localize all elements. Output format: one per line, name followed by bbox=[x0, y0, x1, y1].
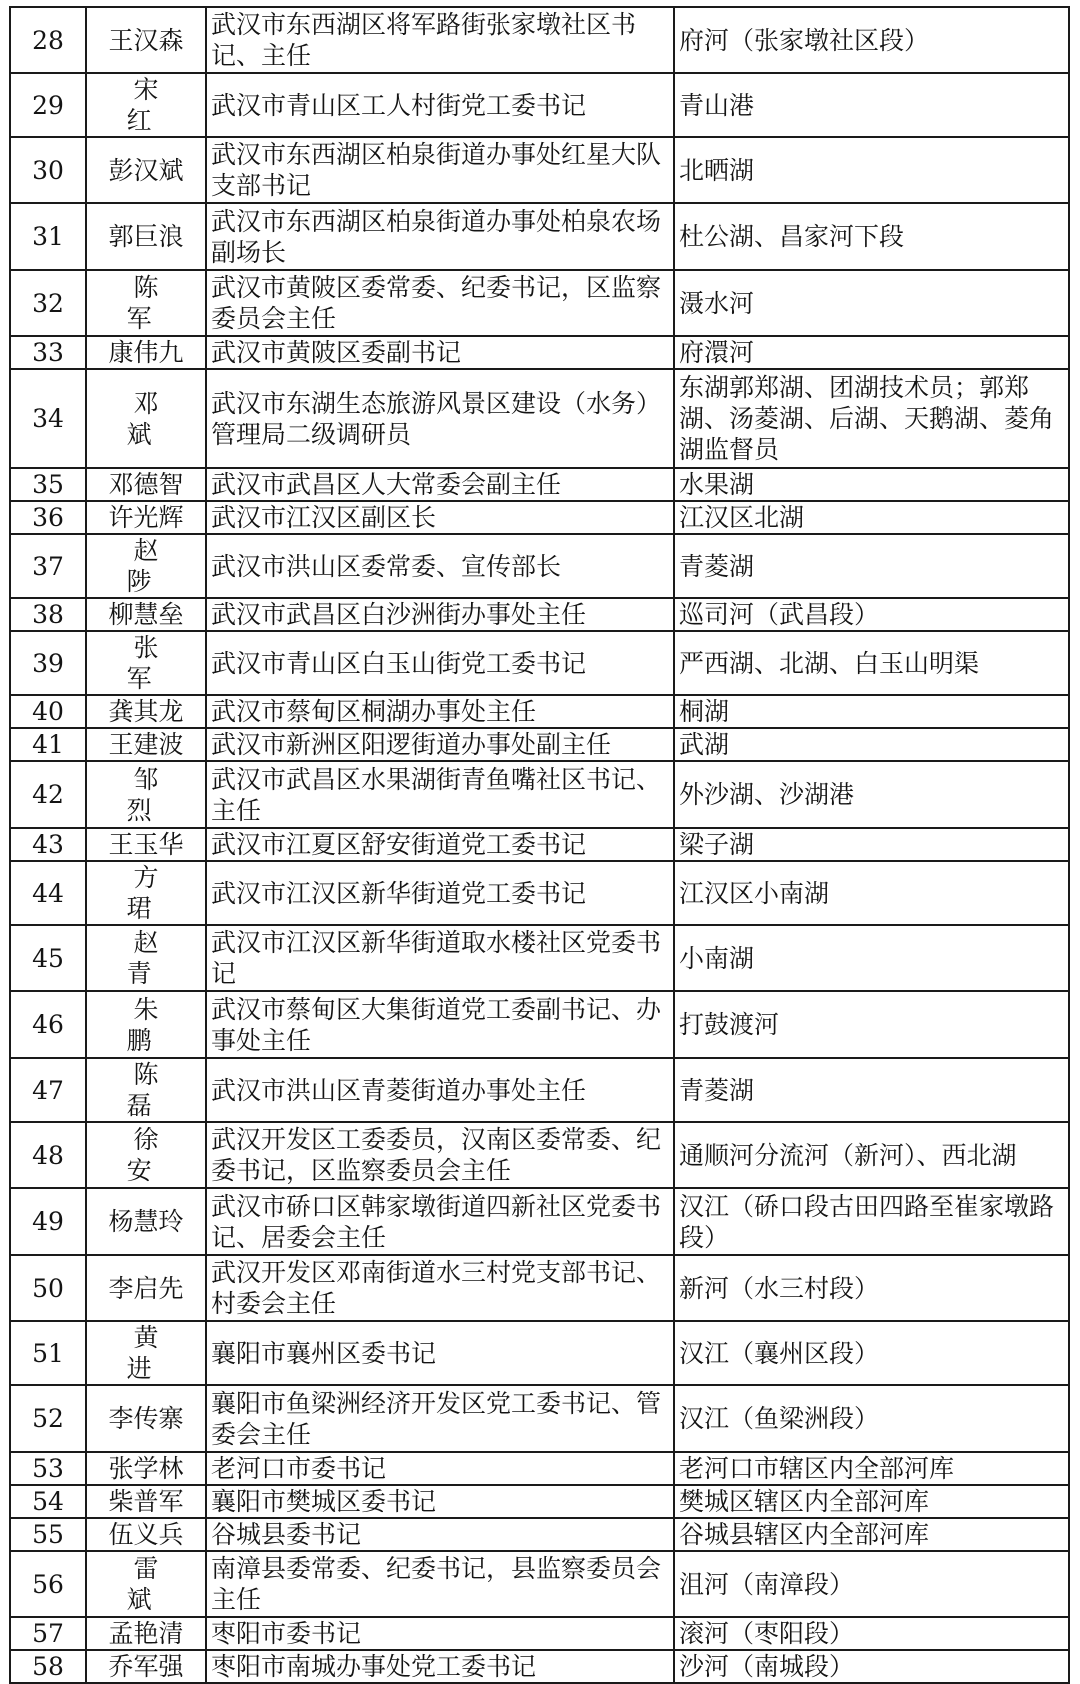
job-title: 武汉市江汉区新华街道取水楼社区党委书记 bbox=[206, 925, 674, 991]
row-number: 49 bbox=[10, 1188, 86, 1255]
row-number: 53 bbox=[10, 1452, 86, 1485]
person-name: 方 珺 bbox=[86, 861, 206, 925]
table-row bbox=[10, 73, 1069, 137]
assigned-river: 青菱湖 bbox=[674, 534, 1069, 598]
table-row bbox=[10, 1058, 1069, 1122]
row-number: 45 bbox=[10, 925, 86, 991]
assigned-river: 府河（张家墩社区段） bbox=[674, 7, 1069, 73]
row-number: 48 bbox=[10, 1122, 86, 1188]
job-title: 武汉市江汉区新华街道党工委书记 bbox=[206, 861, 674, 925]
row-number: 46 bbox=[10, 991, 86, 1058]
assigned-river: 沮河（南漳段） bbox=[674, 1551, 1069, 1617]
table-row bbox=[10, 828, 1069, 861]
person-name: 邓 斌 bbox=[86, 369, 206, 468]
row-number: 51 bbox=[10, 1321, 86, 1385]
row-number: 30 bbox=[10, 137, 86, 203]
table-row bbox=[10, 925, 1069, 991]
person-name: 王建波 bbox=[86, 728, 206, 761]
person-name: 康伟九 bbox=[86, 336, 206, 369]
person-name: 柴普军 bbox=[86, 1485, 206, 1518]
person-name: 王汉森 bbox=[86, 7, 206, 73]
table-row bbox=[10, 369, 1069, 468]
assigned-river: 严西湖、北湖、白玉山明渠 bbox=[674, 631, 1069, 695]
person-name: 杨慧玲 bbox=[86, 1188, 206, 1255]
table-row bbox=[10, 1518, 1069, 1551]
job-title: 武汉市东西湖区柏泉街道办事处柏泉农场副场长 bbox=[206, 203, 674, 270]
assigned-river: 青山港 bbox=[674, 73, 1069, 137]
assigned-river: 老河口市辖区内全部河库 bbox=[674, 1452, 1069, 1485]
job-title: 襄阳市樊城区委书记 bbox=[206, 1485, 674, 1518]
person-name: 柳慧垒 bbox=[86, 598, 206, 631]
table-row bbox=[10, 631, 1069, 695]
table-row bbox=[10, 1255, 1069, 1321]
person-name: 雷 斌 bbox=[86, 1551, 206, 1617]
row-number: 32 bbox=[10, 270, 86, 336]
person-name: 徐 安 bbox=[86, 1122, 206, 1188]
person-name: 李启先 bbox=[86, 1255, 206, 1321]
person-name: 赵 陟 bbox=[86, 534, 206, 598]
person-name: 赵 青 bbox=[86, 925, 206, 991]
assigned-river: 巡司河（武昌段） bbox=[674, 598, 1069, 631]
person-name: 邹 烈 bbox=[86, 761, 206, 828]
job-title: 武汉市洪山区委常委、宣传部长 bbox=[206, 534, 674, 598]
assigned-river: 外沙湖、沙湖港 bbox=[674, 761, 1069, 828]
job-title: 枣阳市委书记 bbox=[206, 1617, 674, 1650]
table-row bbox=[10, 7, 1069, 73]
table-row bbox=[10, 1452, 1069, 1485]
row-number: 41 bbox=[10, 728, 86, 761]
assigned-river: 汉江（鱼梁洲段） bbox=[674, 1385, 1069, 1452]
person-name: 陈 军 bbox=[86, 270, 206, 336]
job-title: 武汉市东西湖区柏泉街道办事处红星大队支部书记 bbox=[206, 137, 674, 203]
table-row bbox=[10, 336, 1069, 369]
assigned-river: 打鼓渡河 bbox=[674, 991, 1069, 1058]
assigned-river: 武湖 bbox=[674, 728, 1069, 761]
row-number: 50 bbox=[10, 1255, 86, 1321]
job-title: 武汉市硚口区韩家墩街道四新社区党委书记、居委会主任 bbox=[206, 1188, 674, 1255]
table-row bbox=[10, 203, 1069, 270]
table-row bbox=[10, 1551, 1069, 1617]
assigned-river: 东湖郭郑湖、团湖技术员；郭郑湖、汤菱湖、后湖、天鹅湖、菱角湖监督员 bbox=[674, 369, 1069, 468]
person-name: 邓德智 bbox=[86, 468, 206, 501]
person-name: 宋 红 bbox=[86, 73, 206, 137]
assigned-river: 北晒湖 bbox=[674, 137, 1069, 203]
assigned-river: 梁子湖 bbox=[674, 828, 1069, 861]
assigned-river: 新河（水三村段） bbox=[674, 1255, 1069, 1321]
row-number: 56 bbox=[10, 1551, 86, 1617]
row-number: 28 bbox=[10, 7, 86, 73]
job-title: 武汉市武昌区白沙洲街办事处主任 bbox=[206, 598, 674, 631]
job-title: 武汉市新洲区阳逻街道办事处副主任 bbox=[206, 728, 674, 761]
assigned-river: 青菱湖 bbox=[674, 1058, 1069, 1122]
person-name: 龚其龙 bbox=[86, 695, 206, 728]
assigned-river: 江汉区小南湖 bbox=[674, 861, 1069, 925]
table-row bbox=[10, 861, 1069, 925]
row-number: 44 bbox=[10, 861, 86, 925]
person-name: 朱 鹏 bbox=[86, 991, 206, 1058]
assigned-river: 滠水河 bbox=[674, 270, 1069, 336]
table-row bbox=[10, 534, 1069, 598]
table-row bbox=[10, 1650, 1069, 1683]
table-row bbox=[10, 695, 1069, 728]
row-number: 37 bbox=[10, 534, 86, 598]
table-row bbox=[10, 728, 1069, 761]
row-number: 35 bbox=[10, 468, 86, 501]
assigned-river: 水果湖 bbox=[674, 468, 1069, 501]
assigned-river: 谷城县辖区内全部河库 bbox=[674, 1518, 1069, 1551]
table-row bbox=[10, 1385, 1069, 1452]
table-row bbox=[10, 1188, 1069, 1255]
job-title: 武汉市青山区白玉山街党工委书记 bbox=[206, 631, 674, 695]
job-title: 谷城县委书记 bbox=[206, 1518, 674, 1551]
person-name: 王玉华 bbox=[86, 828, 206, 861]
table-row bbox=[10, 1321, 1069, 1385]
row-number: 55 bbox=[10, 1518, 86, 1551]
row-number: 43 bbox=[10, 828, 86, 861]
table-body bbox=[10, 7, 1069, 1683]
person-name: 张学林 bbox=[86, 1452, 206, 1485]
job-title: 武汉市东湖生态旅游风景区建设（水务）管理局二级调研员 bbox=[206, 369, 674, 468]
row-number: 54 bbox=[10, 1485, 86, 1518]
table-row bbox=[10, 137, 1069, 203]
assigned-river: 汉江（硚口段古田四路至崔家墩路段） bbox=[674, 1188, 1069, 1255]
job-title: 武汉市东西湖区将军路街张家墩社区书记、主任 bbox=[206, 7, 674, 73]
person-name: 黄 进 bbox=[86, 1321, 206, 1385]
table-row bbox=[10, 1122, 1069, 1188]
job-title: 襄阳市襄州区委书记 bbox=[206, 1321, 674, 1385]
river-chief-table bbox=[9, 6, 1070, 1684]
assigned-river: 通顺河分流河（新河）、西北湖 bbox=[674, 1122, 1069, 1188]
row-number: 57 bbox=[10, 1617, 86, 1650]
row-number: 31 bbox=[10, 203, 86, 270]
job-title: 襄阳市鱼梁洲经济开发区党工委书记、管委会主任 bbox=[206, 1385, 674, 1452]
assigned-river: 小南湖 bbox=[674, 925, 1069, 991]
job-title: 武汉市江夏区舒安街道党工委书记 bbox=[206, 828, 674, 861]
person-name: 孟艳清 bbox=[86, 1617, 206, 1650]
person-name: 李传寨 bbox=[86, 1385, 206, 1452]
table-row bbox=[10, 598, 1069, 631]
person-name: 陈 磊 bbox=[86, 1058, 206, 1122]
row-number: 36 bbox=[10, 501, 86, 534]
table-row bbox=[10, 1617, 1069, 1650]
row-number: 39 bbox=[10, 631, 86, 695]
assigned-river: 江汉区北湖 bbox=[674, 501, 1069, 534]
assigned-river: 府澴河 bbox=[674, 336, 1069, 369]
person-name: 张 军 bbox=[86, 631, 206, 695]
assigned-river: 汉江（襄州区段） bbox=[674, 1321, 1069, 1385]
job-title: 武汉开发区邓南街道水三村党支部书记、村委会主任 bbox=[206, 1255, 674, 1321]
person-name: 伍义兵 bbox=[86, 1518, 206, 1551]
job-title: 武汉市黄陂区委副书记 bbox=[206, 336, 674, 369]
row-number: 47 bbox=[10, 1058, 86, 1122]
row-number: 34 bbox=[10, 369, 86, 468]
person-name: 彭汉斌 bbox=[86, 137, 206, 203]
assigned-river: 桐湖 bbox=[674, 695, 1069, 728]
table-row bbox=[10, 1485, 1069, 1518]
document-page bbox=[9, 6, 1068, 1681]
job-title: 枣阳市南城办事处党工委书记 bbox=[206, 1650, 674, 1683]
job-title: 武汉市江汉区副区长 bbox=[206, 501, 674, 534]
assigned-river: 杜公湖、昌家河下段 bbox=[674, 203, 1069, 270]
table-row bbox=[10, 270, 1069, 336]
assigned-river: 沙河（南城段） bbox=[674, 1650, 1069, 1683]
person-name: 乔军强 bbox=[86, 1650, 206, 1683]
table-row bbox=[10, 468, 1069, 501]
table-row bbox=[10, 501, 1069, 534]
row-number: 29 bbox=[10, 73, 86, 137]
person-name: 郭巨浪 bbox=[86, 203, 206, 270]
row-number: 38 bbox=[10, 598, 86, 631]
assigned-river: 樊城区辖区内全部河库 bbox=[674, 1485, 1069, 1518]
row-number: 42 bbox=[10, 761, 86, 828]
row-number: 58 bbox=[10, 1650, 86, 1683]
job-title: 武汉市武昌区水果湖街青鱼嘴社区书记、主任 bbox=[206, 761, 674, 828]
job-title: 武汉市蔡甸区桐湖办事处主任 bbox=[206, 695, 674, 728]
row-number: 33 bbox=[10, 336, 86, 369]
job-title: 老河口市委书记 bbox=[206, 1452, 674, 1485]
job-title: 武汉市蔡甸区大集街道党工委副书记、办事处主任 bbox=[206, 991, 674, 1058]
row-number: 40 bbox=[10, 695, 86, 728]
row-number: 52 bbox=[10, 1385, 86, 1452]
table-row bbox=[10, 761, 1069, 828]
job-title: 武汉市青山区工人村街党工委书记 bbox=[206, 73, 674, 137]
assigned-river: 滚河（枣阳段） bbox=[674, 1617, 1069, 1650]
job-title: 南漳县委常委、纪委书记，县监察委员会主任 bbox=[206, 1551, 674, 1617]
job-title: 武汉市洪山区青菱街道办事处主任 bbox=[206, 1058, 674, 1122]
job-title: 武汉市武昌区人大常委会副主任 bbox=[206, 468, 674, 501]
job-title: 武汉市黄陂区委常委、纪委书记，区监察委员会主任 bbox=[206, 270, 674, 336]
table-row bbox=[10, 991, 1069, 1058]
person-name: 许光辉 bbox=[86, 501, 206, 534]
job-title: 武汉开发区工委委员，汉南区委常委、纪委书记，区监察委员会主任 bbox=[206, 1122, 674, 1188]
